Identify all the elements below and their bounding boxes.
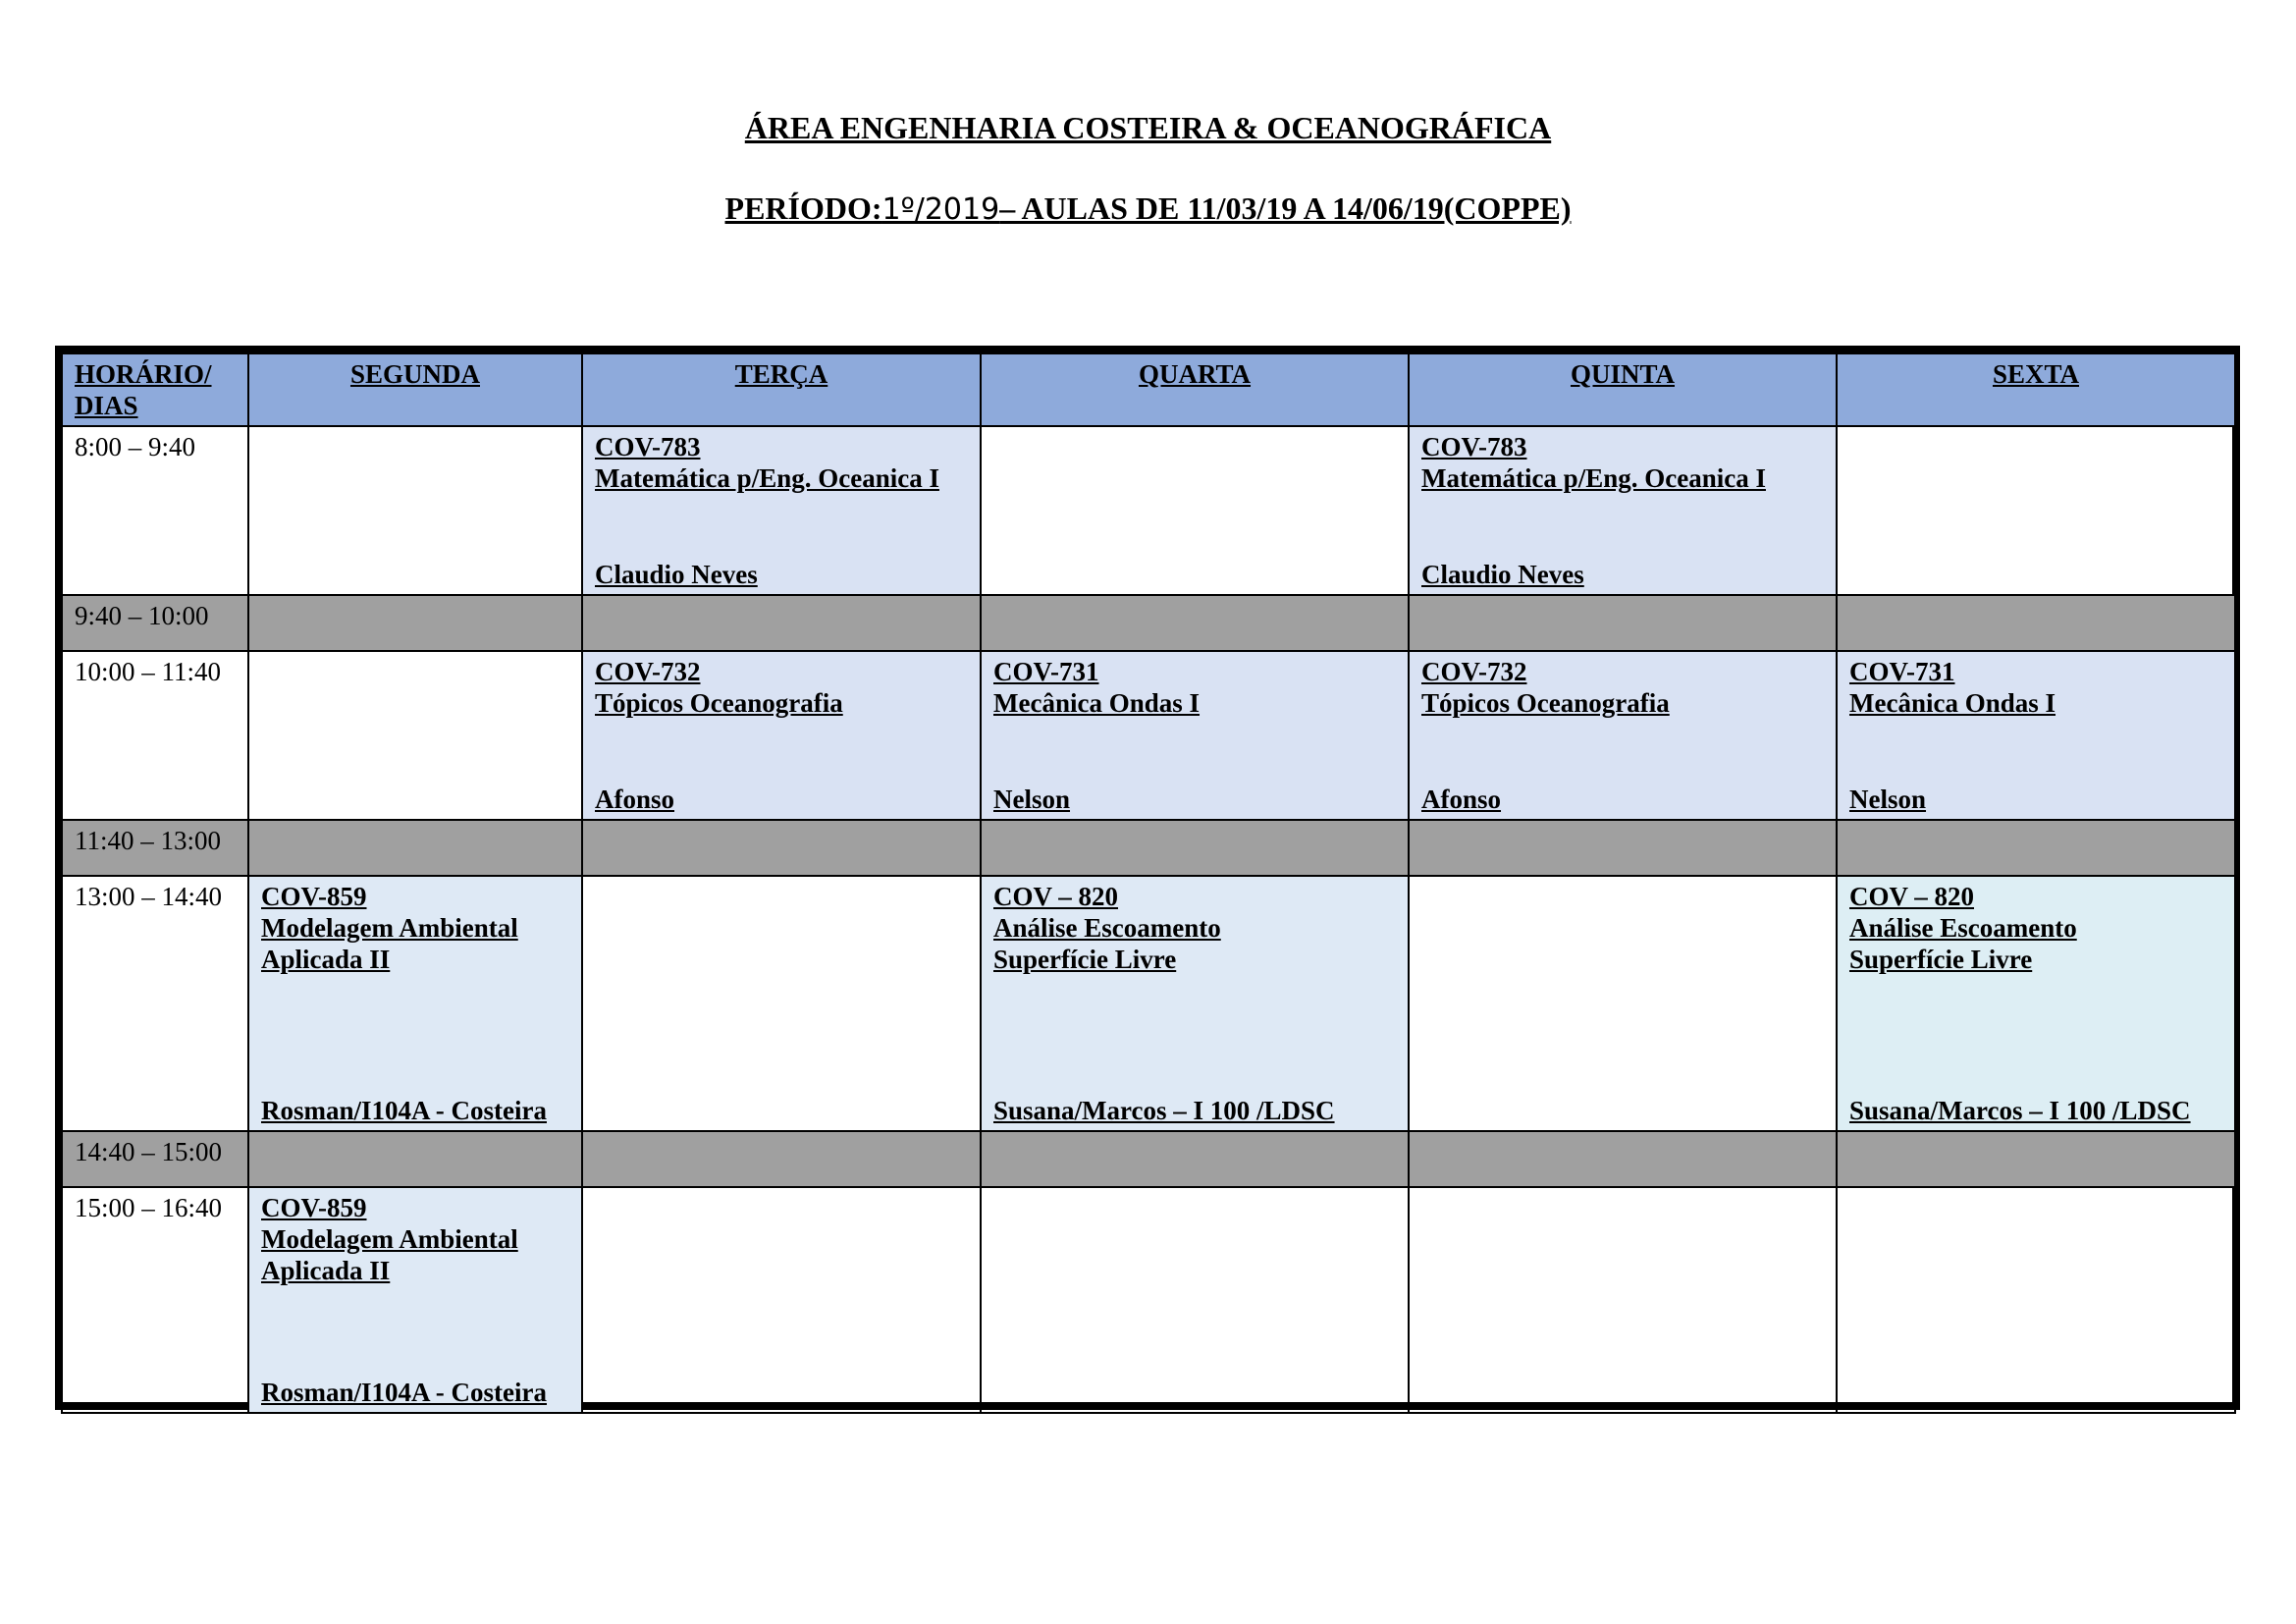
course-name: Matemática p/Eng. Oceanica I [1421,463,1766,493]
empty-cell [582,1187,981,1413]
course-code: COV – 820 [1849,882,1975,911]
course-teacher: Nelson [993,785,1071,814]
empty-cell [1837,1187,2235,1413]
col-header-quinta: QUINTA [1409,353,1837,427]
course-teacher: Afonso [1421,785,1502,814]
time-cell: 11:40 – 13:00 [62,820,248,876]
course-name-cont: Aplicada II [261,945,391,974]
course-cell-terca [582,426,981,595]
course-teacher: Claudio Neves [1421,560,1584,589]
course-teacher: Rosman/I104A - Costeira [261,1096,547,1125]
period-suffix: – AULAS DE 11/03/19 A 14/06/19(COPPE) [999,190,1572,226]
break-cell [1837,820,2235,876]
empty-cell [248,651,582,820]
course-code: COV-859 [261,882,367,911]
time-cell: 8:00 – 9:40 [62,426,248,595]
break-cell [1837,1131,2235,1187]
time-cell: 10:00 – 11:40 [62,651,248,820]
course-name: Mecânica Ondas I [1849,688,2056,718]
course-name: Tópicos Oceanografia [595,688,843,718]
col-header-terca: TERÇA [582,353,981,427]
time-cell: 13:00 – 14:40 [62,876,248,1131]
schedule-table [61,352,2236,1414]
course-name-cont: Superfície Livre [993,945,1177,974]
break-cell [582,1131,981,1187]
empty-cell [981,426,1409,595]
course-cell-quinta [1409,426,1837,595]
course-cell-quinta [1409,651,1837,820]
break-cell [981,820,1409,876]
course-teacher: Susana/Marcos – I 100 /LDSC [993,1096,1335,1125]
break-row [62,1131,2235,1187]
header-row [62,353,2235,427]
course-code: COV-783 [595,432,701,461]
course-code: COV-732 [595,657,701,686]
course-name: Tópicos Oceanografia [1421,688,1670,718]
course-name: Modelagem Ambiental [261,1224,518,1254]
course-teacher: Claudio Neves [595,560,758,589]
course-cell-segunda [248,876,582,1131]
time-cell: 9:40 – 10:00 [62,595,248,651]
col-header-time: HORÁRIO/ DIAS [62,353,248,427]
course-code: COV-859 [261,1193,367,1222]
empty-cell [1837,426,2235,595]
table-row [62,876,2235,1131]
course-code: COV-783 [1421,432,1527,461]
break-cell [248,595,582,651]
table-row [62,651,2235,820]
break-cell [1837,595,2235,651]
break-cell [981,1131,1409,1187]
empty-cell [981,1187,1409,1413]
break-cell [248,820,582,876]
break-cell [582,595,981,651]
table-row [62,1187,2235,1413]
period-term: 1º/2019 [881,192,1000,227]
empty-cell [248,426,582,595]
course-cell-sexta [1837,651,2235,820]
break-cell [1409,1131,1837,1187]
break-cell [1409,595,1837,651]
course-code: COV – 820 [993,882,1119,911]
table-row [62,426,2235,595]
col-header-sexta: SEXTA [1837,353,2235,427]
empty-cell [1409,1187,1837,1413]
course-name: Análise Escoamento [993,913,1221,943]
course-code: COV-731 [993,657,1099,686]
course-cell-quarta [981,651,1409,820]
course-name: Matemática p/Eng. Oceanica I [595,463,939,493]
period-line [0,190,2296,227]
break-row [62,595,2235,651]
course-teacher: Rosman/I104A - Costeira [261,1378,547,1407]
course-cell-segunda [248,1187,582,1413]
course-cell-terca [582,651,981,820]
break-cell [582,820,981,876]
break-cell [1409,820,1837,876]
course-cell-quarta [981,876,1409,1131]
break-row [62,820,2235,876]
period-prefix: PERÍODO: [724,190,882,226]
course-name: Análise Escoamento [1849,913,2077,943]
col-header-segunda: SEGUNDA [248,353,582,427]
time-cell: 15:00 – 16:40 [62,1187,248,1413]
empty-cell [582,876,981,1131]
time-cell: 14:40 – 15:00 [62,1131,248,1187]
course-teacher: Nelson [1849,785,1927,814]
course-name: Modelagem Ambiental [261,913,518,943]
course-code: COV-732 [1421,657,1527,686]
break-cell [981,595,1409,651]
course-name-cont: Superfície Livre [1849,945,2033,974]
course-teacher: Susana/Marcos – I 100 /LDSC [1849,1096,2191,1125]
course-cell-sexta [1837,876,2235,1131]
col-header-quarta: QUARTA [981,353,1409,427]
course-name: Mecânica Ondas I [993,688,1201,718]
course-name-cont: Aplicada II [261,1256,391,1285]
document-title: ÁREA ENGENHARIA COSTEIRA & OCEANOGRÁFICA [744,110,1552,145]
empty-cell [1409,876,1837,1131]
course-teacher: Afonso [595,785,675,814]
break-cell [248,1131,582,1187]
course-code: COV-731 [1849,657,1955,686]
